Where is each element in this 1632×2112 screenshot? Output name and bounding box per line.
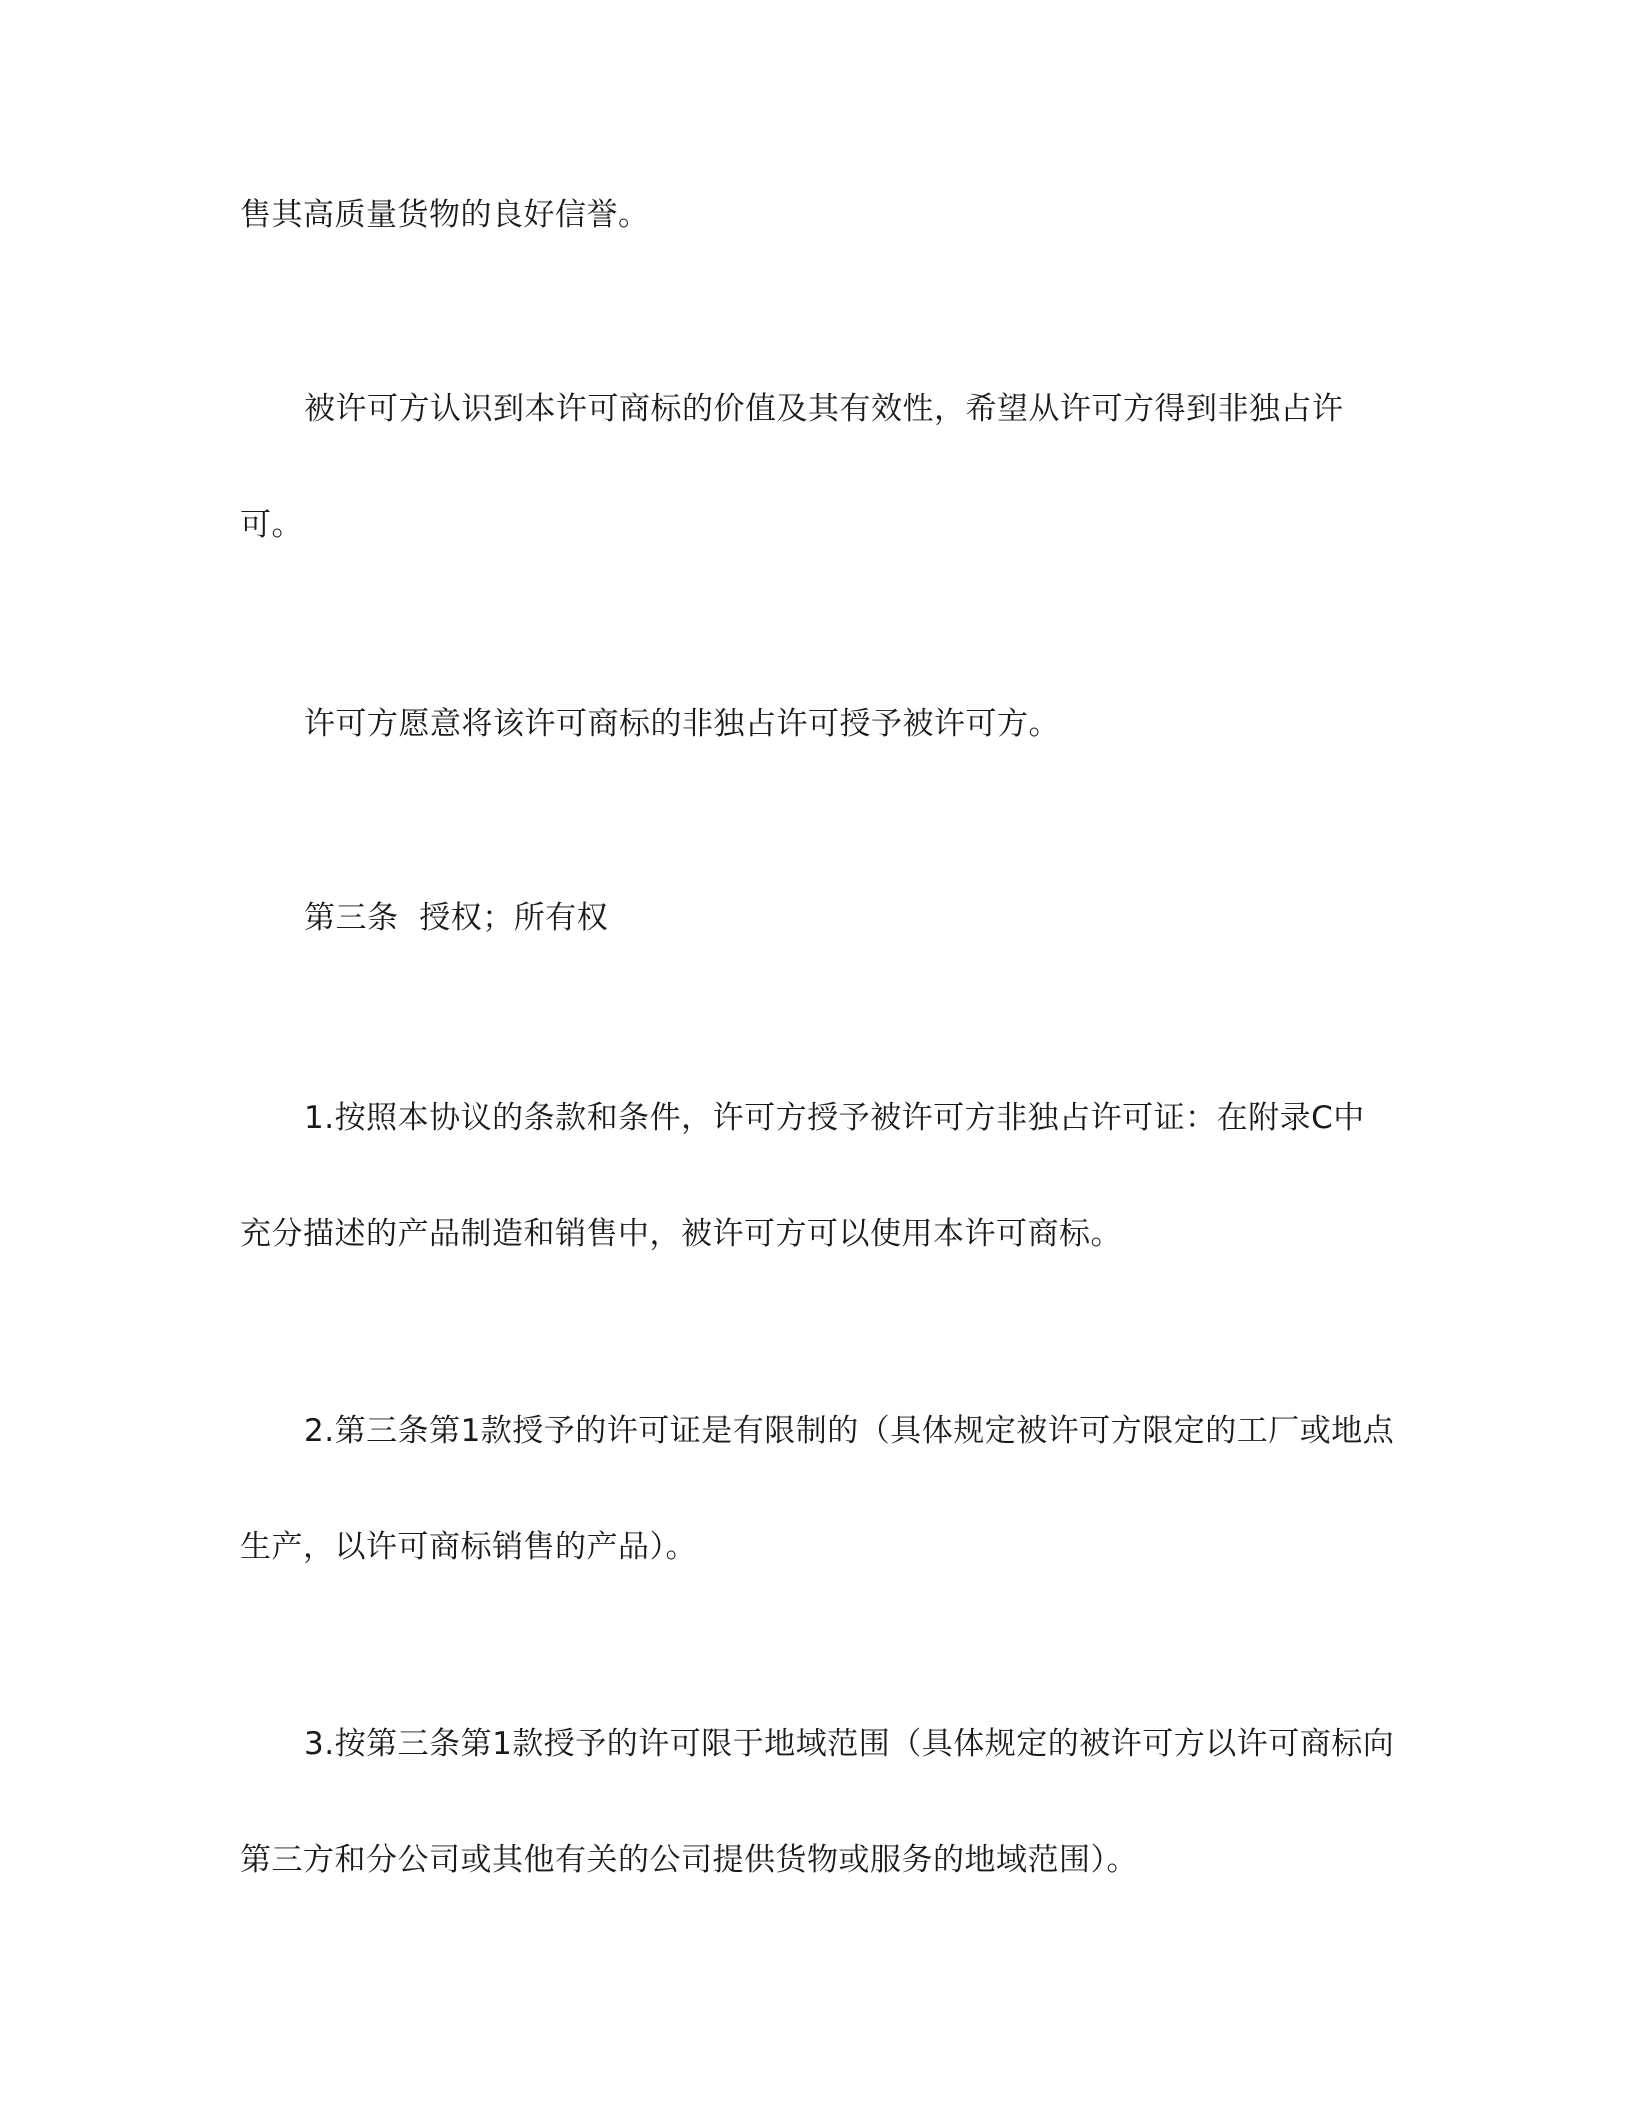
paragraph-line: 许可方愿意将该许可商标的非独占许可授予被许可方。 bbox=[304, 706, 1060, 742]
paragraph-line: 3.按第三条第1款授予的许可限于地域范围（具体规定的被许可方以许可商标向 bbox=[304, 1726, 1395, 1762]
paragraph-line: 可。 bbox=[240, 507, 303, 543]
paragraph-line: 第三方和分公司或其他有关的公司提供货物或服务的地域范围）。 bbox=[240, 1842, 1138, 1878]
article-heading: 第三条 授权；所有权 bbox=[304, 900, 609, 936]
paragraph-line: 被许可方认识到本许可商标的价值及其有效性，希望从许可方得到非独占许 bbox=[304, 391, 1344, 427]
paragraph-line: 生产，以许可商标销售的产品）。 bbox=[240, 1529, 697, 1565]
paragraph-line: 售其高质量货物的良好信誉。 bbox=[240, 197, 650, 233]
paragraph-line: 2.第三条第1款授予的许可证是有限制的（具体规定被许可方限定的工厂或地点 bbox=[304, 1413, 1395, 1449]
paragraph-line: 1.按照本协议的条款和条件，许可方授予被许可方非独占许可证：在附录C中 bbox=[304, 1100, 1365, 1136]
paragraph-line: 充分描述的产品制造和销售中，被许可方可以使用本许可商标。 bbox=[240, 1216, 1122, 1252]
